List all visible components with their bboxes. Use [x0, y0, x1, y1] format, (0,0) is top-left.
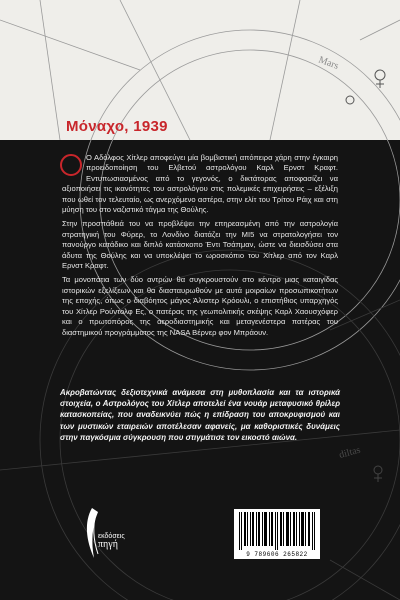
barcode-bars — [238, 512, 316, 550]
publisher-name — [98, 533, 125, 549]
paragraph-1-text: Ο Αδόλφος Χίτλερ αποφεύγει μία βομβιστική απόπειρα χάρη στην έγκαιρη προειδοποίηση του Ελβετού αστρολόγου Καρλ Ερνστ Κραφτ. Εντυπωσιασμένος από το γεγονός, ο δικτάτορας αποφασίζει να αξιοποιήσει τις ικανότητες του αστρολόγου στις πολεμικές επιχειρήσεις – εξέλιξη που ωθεί τον τελευταίο, ως ανερχόμενο αστέρα, στην ελίτ του Τρίτου Ράιχ και στη μύηση του στο ναζιστικό τάγμα της Θούλης. — [62, 153, 338, 215]
blurb: Ακροβατώντας δεξιοτεχνικά ανάμεσα στη μυθοπλασία και τα ιστορικά στοιχεία, ο Αστρολόγος του Χίτλερ αποτελεί ένα νουάρ μεταφυσικό θρίλερ κατασκοπείας, που αναδεικνύει πώς η επίδραση του αποκρυφισμού και των μυστικών εταιρειών αποτέλεσαν αφανείς, μα καθοριστικές δυνάμεις στην παγκόσμια σύγκρουση που στιγμάτισε τον εικοστό αιώνα. — [60, 388, 340, 442]
dropcap-circle — [60, 154, 82, 176]
paragraph-2: Στην προσπάθειά του να προβλέψει την επηρεασμένη από την αστρολογία στρατηγική του Φύρερ, το Λονδίνο διατάζει την ΜΙ5 να στρατολογήσει τον πανούργο κατάδικο και διπλό κατάσκοπο Έντι Τσάπμαν, ώστε να διεισδύσει στα άδυτα της Θούλης και να υποκλέψει το ωροσκόπιο του Χίτλερ από τον Καρλ Ερνστ Κραφτ. — [62, 219, 338, 271]
top-band — [0, 0, 400, 140]
paragraph-3: Τα μονοπάτια των δύο αντρών θα συγκρουστούν στο κέντρο μιας καταιγίδας ιστορικών εξελίξεων και θα διασταυρωθούν με αυτά μοιραίων προσωπικοτήτων της εποχής, όπως ο διαβόητος μάγος Άλιστερ Κρόουλι, ο επιστήθιος υπαρχηγός του Χίτλερ Ρούντολφ Ες, ο πατέρας της γεωπολιτικής σκέψης Καρλ Χαουσχόφερ και ο πρωτοπόρος της αεροδιαστημικής και μεταγενέστερα πατέρας του διαστημικού προγράμματος της NASA Βέρνερ φον Μπράουν. — [62, 275, 338, 337]
paragraph-1 — [62, 153, 338, 215]
publisher-line-1: εκδόσεις — [98, 533, 125, 540]
chart-word-bottom: diltas — [337, 444, 362, 461]
publisher-line-2: πηγή — [98, 539, 118, 550]
section-title: Μόναχο, 1939 — [66, 118, 168, 135]
synopsis — [62, 153, 338, 342]
barcode-digits: 9 789606 265822 — [246, 551, 308, 558]
barcode — [234, 509, 320, 559]
chart-word-top: Mars — [316, 54, 341, 72]
